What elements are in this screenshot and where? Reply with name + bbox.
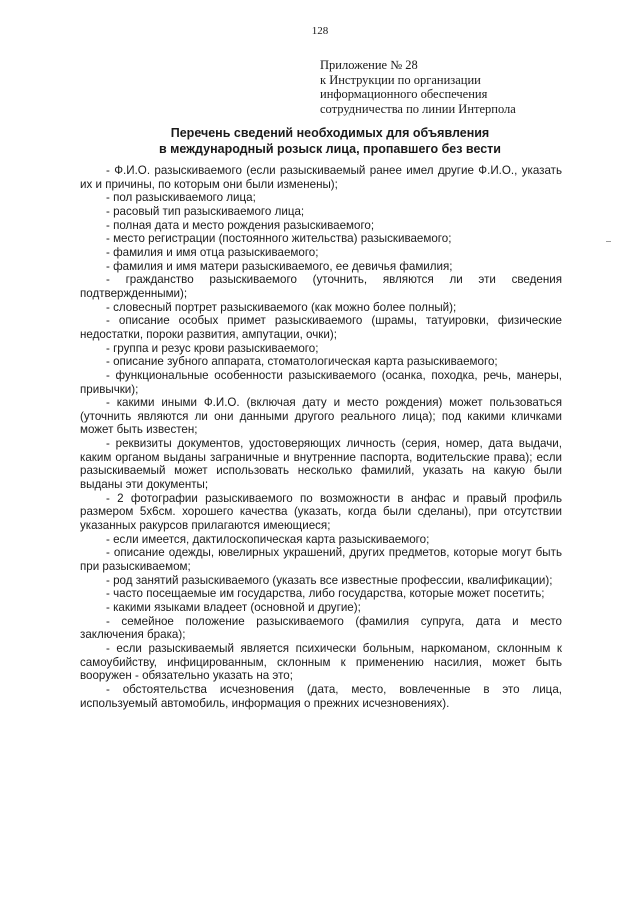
appendix-line: сотрудничества по линии Интерпола — [320, 101, 516, 116]
list-item: - если разыскиваемый является психически больным, наркоманом, склонным к самоубийству, инфицированным, склонным к применению насилия, может быть вооружен - обязательно указать на это; — [80, 641, 562, 683]
appendix-line: к Инструкции по организации — [320, 72, 481, 87]
appendix-reference — [320, 58, 610, 116]
list-item: - описание одежды, ювелирных украшений, других предметов, которые могут быть при разыскиваемом; — [80, 546, 562, 574]
list-item: - функциональные особенности разыскиваемого (осанка, походка, речь, манеры, привычки); — [80, 368, 562, 396]
list-item: - обстоятельства исчезновения (дата, место, вовлеченные в это лица, используемый автомобиль, информация о прежних исчезновениях). — [80, 682, 562, 710]
document-title-line: Перечень сведений необходимых для объявления — [170, 126, 490, 140]
list-item: - 2 фотографии разыскиваемого по возможности в анфас и правый профиль размером 5х6см. хорошего качества (указать, когда были сделаны), при отсутствии указанных ракурсов прилагаются имеющиеся; — [80, 491, 562, 533]
list-item: - какими иными Ф.И.О. (включая дату и место рождения) может пользоваться (уточнить являются ли они данными другого реального лица); под какими кличками может быть известен; — [80, 396, 562, 437]
list-item: - словесный портрет разыскиваемого (как можно более полный); — [106, 300, 457, 314]
list-item: - фамилия и имя матери разыскиваемого, ее девичья фамилия; — [106, 259, 453, 273]
list-item: - полная дата и место рождения разыскиваемого; — [106, 218, 375, 232]
list-item: - гражданство разыскиваемого (уточнить, являются ли эти сведения подтвержденными); — [80, 273, 562, 300]
list-item: - реквизиты документов, удостоверяющих личность (серия, номер, дата выдачи, каким органом выданы заграничные и внутренние паспорта, водительские права); если разыскиваемый может использовать несколько фамилий, указать на какую были выданы эти документы; — [80, 437, 562, 492]
list-item: - часто посещаемые им государства, либо государства, которые может посетить; — [106, 587, 545, 601]
requirements-list — [80, 164, 562, 710]
list-item: - Ф.И.О. разыскиваемого (если разыскиваемый ранее имел другие Ф.И.О., указать их и причины, по которым они были изменены); — [80, 164, 562, 191]
list-item: - семейное положение разыскиваемого (фамилия супруга, дата и место заключения брака); — [80, 614, 562, 642]
list-item: - если имеется, дактилоскопическая карта разыскиваемого; — [106, 532, 430, 546]
document-title — [70, 126, 590, 157]
list-item: - какими языками владеет (основной и другие); — [106, 601, 361, 614]
document-title-line: в международный розыск лица, пропавшего без вести — [158, 141, 501, 156]
margin-mark — [606, 241, 611, 242]
appendix-line: информационного обеспечения — [320, 87, 488, 101]
page-number: 128 — [311, 25, 329, 37]
list-item: - расовый тип разыскиваемого лица; — [106, 204, 305, 218]
list-item: - пол разыскиваемого лица; — [106, 191, 256, 205]
list-item: - место регистрации (постоянного жительства) разыскиваемого; — [106, 232, 452, 246]
list-item: - описание особых примет разыскиваемого (шрамы, татуировки, физические недостатки, пороки развития, ампутации, очки); — [80, 314, 562, 341]
list-item: - группа и резус крови разыскиваемого; — [106, 341, 319, 355]
list-item: - фамилия и имя отца разыскиваемого; — [106, 245, 319, 259]
list-item: - описание зубного аппарата, стоматологическая карта разыскиваемого; — [106, 355, 498, 369]
appendix-line: Приложение № 28 — [320, 58, 418, 72]
list-item: - род занятий разыскиваемого (указать все известные профессии, квалификации); — [106, 573, 553, 587]
